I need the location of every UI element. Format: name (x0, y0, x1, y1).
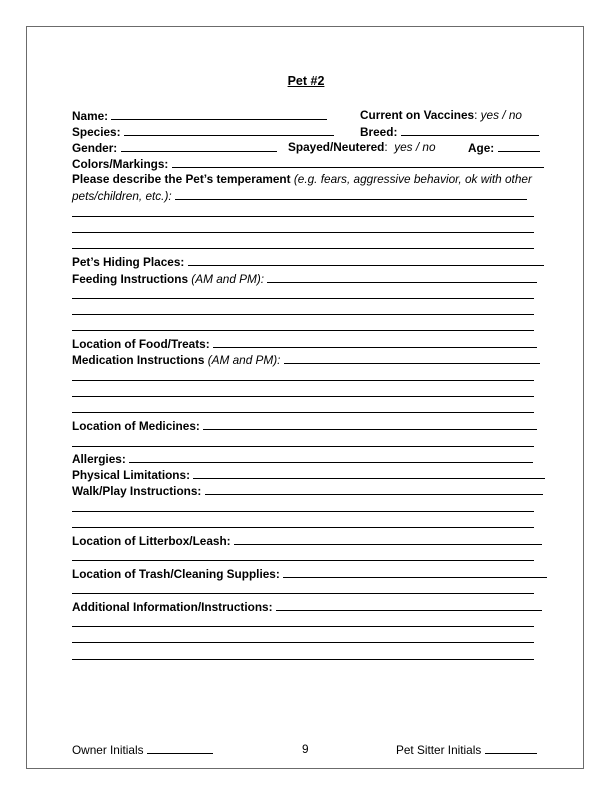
hiding-field[interactable] (188, 254, 544, 266)
medication-label: Medication Instructions (72, 353, 205, 367)
spayed-options[interactable]: yes / no (394, 140, 436, 154)
temperament-row-2 (72, 188, 527, 204)
additional-line[interactable] (72, 659, 534, 660)
breed-field[interactable] (401, 124, 539, 136)
medication-hint: (AM and PM): (207, 353, 281, 367)
feeding-line[interactable] (72, 314, 534, 315)
additional-line[interactable] (72, 642, 534, 643)
medication-field[interactable] (284, 352, 540, 364)
feeding-field[interactable] (267, 271, 537, 283)
vaccines-row: Current on Vaccines: yes / no (360, 108, 522, 122)
food-location-field[interactable] (213, 336, 537, 348)
food-location-label: Location of Food/Treats: (72, 337, 210, 351)
medicine-location-row (72, 418, 537, 434)
name-field[interactable] (111, 108, 327, 120)
medicine-location-field[interactable] (203, 418, 537, 430)
breed-row (360, 124, 539, 140)
vaccines-label: Current on Vaccines (360, 108, 475, 122)
trash-line[interactable] (72, 593, 534, 594)
medication-row (72, 352, 540, 368)
owner-initials-field[interactable] (147, 742, 213, 754)
medicine-location-label: Location of Medicines: (72, 419, 200, 433)
limitations-row (72, 467, 545, 483)
owner-initials (72, 742, 213, 757)
medication-line[interactable] (72, 396, 534, 397)
food-location-row (72, 336, 537, 352)
litterbox-label: Location of Litterbox/Leash: (72, 534, 231, 548)
owner-initials-label: Owner Initials (72, 743, 144, 757)
limitations-label: Physical Limitations: (72, 468, 190, 482)
feeding-line[interactable] (72, 330, 534, 331)
walk-label: Walk/Play Instructions: (72, 484, 202, 498)
litterbox-row (72, 533, 542, 549)
species-row (72, 124, 334, 140)
feeding-row (72, 271, 537, 287)
temperament-label: Please describe the Pet’s temperament (72, 172, 291, 186)
walk-line[interactable] (72, 511, 534, 512)
species-label: Species: (72, 125, 121, 139)
trash-row (72, 566, 547, 582)
allergies-field[interactable] (129, 451, 533, 463)
name-row (72, 108, 327, 124)
vaccines-options[interactable]: yes / no (480, 108, 522, 122)
additional-row (72, 599, 542, 615)
litterbox-line[interactable] (72, 560, 534, 561)
walk-line[interactable] (72, 527, 534, 528)
feeding-hint: (AM and PM): (191, 272, 265, 286)
temperament-line[interactable] (72, 216, 534, 217)
age-row (468, 140, 540, 156)
temperament-line[interactable] (72, 248, 534, 249)
feeding-label: Feeding Instructions (72, 272, 189, 286)
sitter-initials (396, 742, 537, 757)
medication-line[interactable] (72, 412, 534, 413)
trash-field[interactable] (283, 566, 547, 578)
gender-field[interactable] (121, 140, 277, 152)
sitter-initials-label: Pet Sitter Initials (396, 743, 482, 757)
spayed-row: Spayed/Neutered: yes / no (288, 140, 436, 154)
colors-field[interactable] (172, 156, 544, 168)
breed-label: Breed: (360, 125, 398, 139)
hiding-row (72, 254, 544, 270)
colors-row (72, 156, 544, 172)
spayed-label: Spayed/Neutered (288, 140, 385, 154)
trash-label: Location of Trash/Cleaning Supplies: (72, 567, 280, 581)
medication-line[interactable] (72, 380, 534, 381)
litterbox-field[interactable] (234, 533, 542, 545)
temperament-line[interactable] (72, 232, 534, 233)
page-title: Pet #2 (287, 74, 325, 88)
temperament-hint-2: pets/children, etc.): (72, 189, 172, 203)
allergies-row (72, 451, 533, 467)
walk-row (72, 483, 543, 499)
feeding-line[interactable] (72, 298, 534, 299)
additional-line[interactable] (72, 626, 534, 627)
allergies-label: Allergies: (72, 452, 126, 466)
species-field[interactable] (124, 124, 334, 136)
gender-label: Gender: (72, 141, 118, 155)
age-label: Age: (468, 141, 495, 155)
additional-label: Additional Information/Instructions: (72, 600, 273, 614)
age-field[interactable] (498, 140, 540, 152)
gender-row (72, 140, 277, 156)
temperament-field[interactable] (175, 188, 527, 200)
page-number: 9 (302, 742, 309, 756)
walk-field[interactable] (205, 483, 543, 495)
medicine-line[interactable] (72, 446, 534, 447)
sitter-initials-field[interactable] (485, 742, 537, 754)
name-label: Name: (72, 109, 109, 123)
hiding-label: Pet’s Hiding Places: (72, 255, 185, 269)
temperament-row (72, 172, 532, 187)
colors-label: Colors/Markings: (72, 157, 169, 171)
limitations-field[interactable] (193, 467, 545, 479)
additional-field[interactable] (276, 599, 542, 611)
temperament-hint: (e.g. fears, aggressive behavior, ok with other (293, 172, 532, 186)
